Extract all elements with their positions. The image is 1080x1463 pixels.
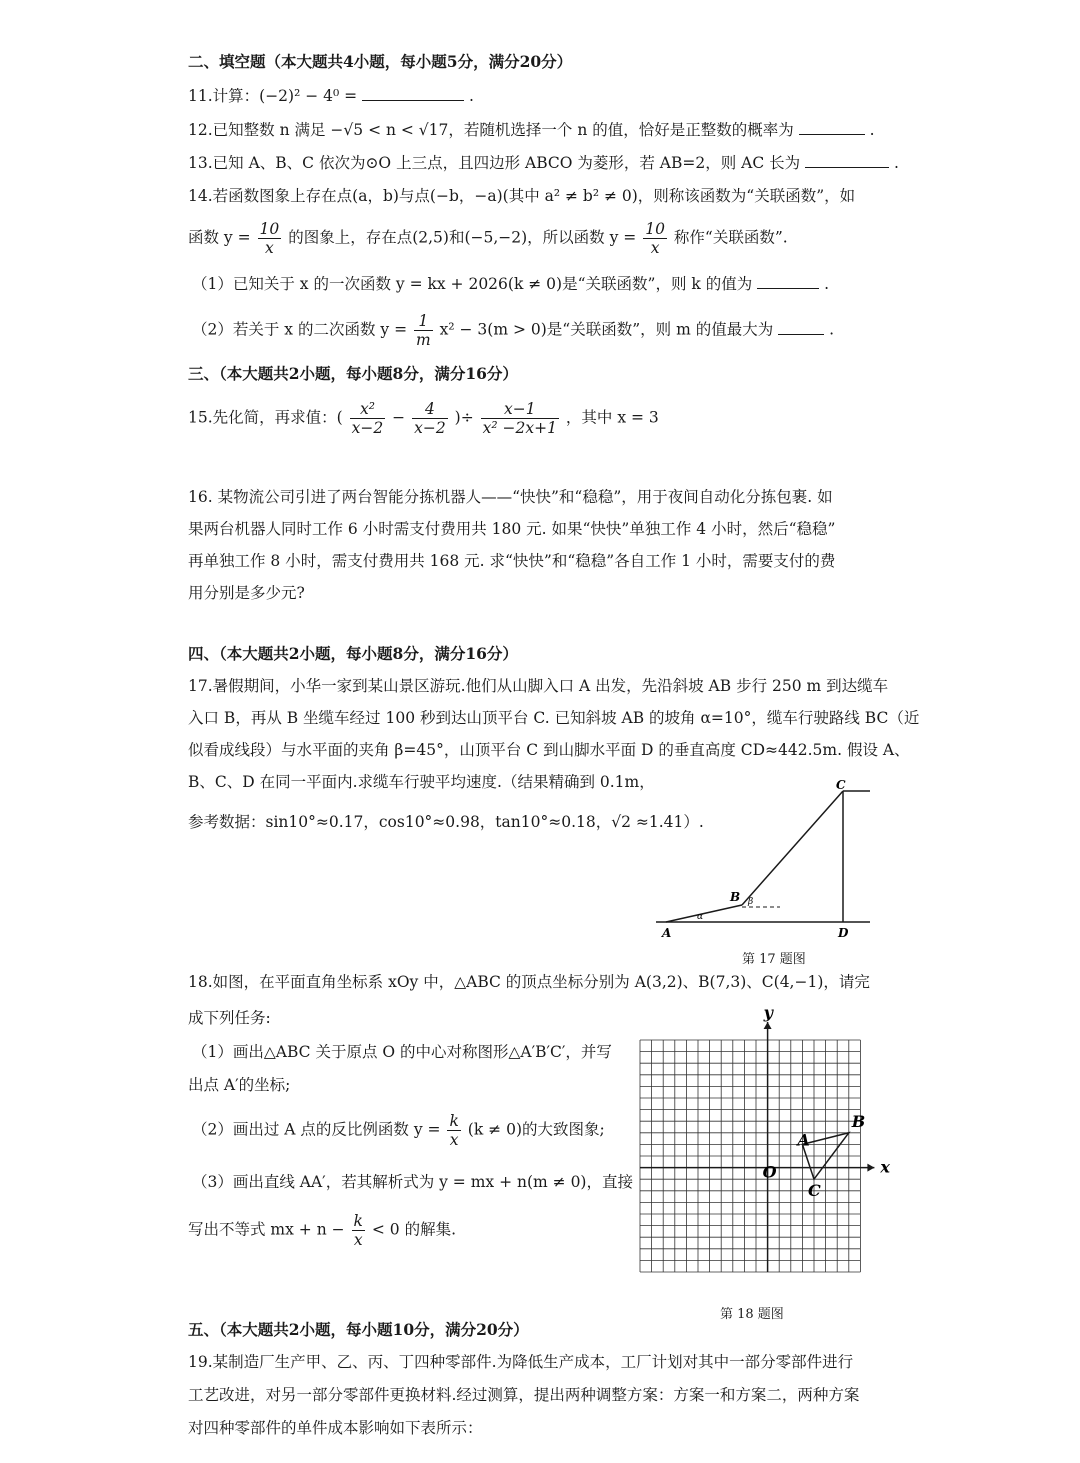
figure-17 <box>650 776 880 944</box>
y-axis-arrow <box>764 1022 772 1029</box>
question-17-line3: 似看成线段）与水平面的夹角 β=45°，山顶平台 C 到山脚水平面 D 的垂直高度 CD≈442.5m. 假设 A、 <box>188 741 910 759</box>
fraction-k-over-x: $\frac{k}{x}$ <box>449 1112 459 1149</box>
question-17-line5: 参考数据：sin10°≈0.17，cos10°≈0.98，tan10°≈0.18，√2 ≈1.41）. <box>188 813 704 831</box>
point-c-label: C <box>808 1181 821 1201</box>
point-a-label: A <box>662 926 672 940</box>
question-18-line2: 成下列任务: <box>188 1009 271 1027</box>
question-11: 11.计算：(−2)² − 4⁰ = . <box>188 87 474 105</box>
section2-heading: 二、填空题（本大题共4小题，每小题5分，满分20分） <box>188 52 573 71</box>
point-c-label: C <box>836 778 846 792</box>
answer-blank-14-2[interactable] <box>778 320 824 335</box>
point-d-label: D <box>838 926 849 940</box>
fraction-1-over-m: $\frac{1}{m}$ <box>416 312 431 349</box>
answer-blank-13[interactable] <box>805 153 889 168</box>
x-axis-arrow <box>867 1164 874 1172</box>
answer-blank-12[interactable] <box>799 120 865 135</box>
question-16-line4: 用分别是多少元? <box>188 584 305 602</box>
slope-ab <box>666 905 742 922</box>
fraction-4-over-xm2: $\frac{4}{x-2}$ <box>414 400 446 437</box>
fraction-xm1-over-quadratic: $\frac{x-1}{\text{x² −2x+1}}$ <box>482 400 557 437</box>
question-18-task2: （2）画出过 A 点的反比例函数 y = $\frac{k}{x}$ (k ≠ 0)的大致图象; <box>192 1112 605 1149</box>
figure-17-caption: 第 17 题图 <box>742 952 806 967</box>
question-14-line1: 14.若函数图象上存在点(a，b)与点(−b，−a)(其中 a² ≠ b² ≠ 0)，则称该函数为“关联函数”，如 <box>188 187 856 205</box>
x-axis-label: x <box>880 1157 890 1177</box>
fraction-10-over-x: $\frac{10}{x}$ <box>259 220 280 257</box>
point-a-label: A <box>797 1130 810 1150</box>
answer-blank-14-1[interactable] <box>757 274 819 289</box>
section5-heading: 五、（本大题共2小题，每小题10分，满分20分） <box>188 1320 529 1339</box>
question-18-task3: （3）画出直线 AA′，若其解析式为 y = mx + n(m ≠ 0)，直接 <box>192 1173 633 1191</box>
cable-bc <box>742 791 843 905</box>
question-14-sub1: （1）已知关于 x 的一次函数 y = kx + 2026(k ≠ 0)是“关联函数”，则 k 的值为 . <box>192 275 830 293</box>
point-b-label: B <box>851 1111 866 1131</box>
answer-blank-11[interactable] <box>362 86 464 101</box>
question-18-task1b: 出点 A′的坐标; <box>188 1076 291 1094</box>
section3-heading: 三、（本大题共2小题，每小题8分，满分16分） <box>188 364 518 383</box>
beta-label: β <box>748 897 754 907</box>
question-17-line2: 入口 B，再从 B 坐缆车经过 100 秒到达山顶平台 C. 已知斜坡 AB 的坡角 α=10°，缆车行驶路线 BC（近 <box>188 709 920 727</box>
question-19-line3: 对四种零部件的单件成本影响如下表所示： <box>188 1419 483 1437</box>
figure-18-caption: 第 18 题图 <box>720 1307 784 1322</box>
fraction-k-over-x-2: $\frac{k}{x}$ <box>353 1212 363 1249</box>
alpha-label: α <box>697 912 704 922</box>
question-14-sub2: （2）若关于 x 的二次函数 y = $\frac{1}{m}$ x² − 3(m > 0)是“关联函数”，则 m 的值最大为 . <box>192 312 835 349</box>
section4-heading: 四、（本大题共2小题，每小题8分，满分16分） <box>188 644 518 663</box>
question-12: 12.已知整数 n 满足 −√5 < n < √17，若随机选择一个 n 的值，恰好是正整数的概率为 . <box>188 121 875 139</box>
question-19-line2: 工艺改进，对另一部分零部件更换材料.经过测算，提出两种调整方案：方案一和方案二，两种方案 <box>188 1386 860 1404</box>
fraction-10-over-x-2: $\frac{10}{x}$ <box>645 220 665 257</box>
question-18-task4: 写出不等式 mx + n − $\frac{k}{x}$ < 0 的解集. <box>188 1212 457 1249</box>
point-b-label: B <box>730 890 741 904</box>
question-15: 15.先化简，再求值：( $\frac{\text{x²}}{x-2}$ − $\frac{4}{x-2}$ )÷ $\frac{x-1}{\text{x² −2x+1}}$ ，其中 x = 3 <box>188 400 659 437</box>
question-13: 13.已知 A、B、C 依次为⊙O 上三点，且四边形 ABCO 为菱形，若 AB=2，则 AC 长为 . <box>188 154 899 172</box>
question-17-line4: B、C、D 在同一平面内.求缆车行驶平均速度.（结果精确到 0.1m， <box>188 773 655 791</box>
question-16-line3: 再单独工作 8 小时，需支付费用共 168 元. 求“快快”和“稳稳”各自工作 1 小时，需要支付的费 <box>188 552 836 570</box>
question-18-task1a: （1）画出△ABC 关于原点 O 的中心对称图形△A′B′C′，并写 <box>192 1043 612 1061</box>
question-18-line1: 18.如图，在平面直角坐标系 xOy 中，△ABC 的顶点坐标分别为 A(3,2)、B(7,3)、C(4,−1)，请完 <box>188 973 870 991</box>
figure-18 <box>630 1005 910 1305</box>
grid-lines <box>640 1040 860 1272</box>
question-16-line2: 果两台机器人同时工作 6 小时需支付费用共 180 元. 如果“快快”单独工作 4 小时，然后“稳稳” <box>188 520 836 538</box>
question-17-line1: 17.暑假期间，小华一家到某山景区游玩.他们从山脚入口 A 出发，先沿斜坡 AB 步行 250 m 到达缆车 <box>188 677 889 695</box>
question-16-line1: 16. 某物流公司引进了两台智能分拣机器人——“快快”和“稳稳”，用于夜间自动化分拣包裹. 如 <box>188 488 833 506</box>
y-axis-label: y <box>763 1005 773 1022</box>
question-19-line1: 19.某制造厂生产甲、乙、丙、丁四种零部件.为降低生产成本，工厂计划对其中一部分零部件进行 <box>188 1353 854 1371</box>
fraction-x2-over-xm2: $\frac{\text{x²}}{x-2}$ <box>351 400 384 437</box>
question-14-line2: 函数 y = $\frac{10}{x}$ 的图象上，存在点(2,5)和(−5,−2)，所以函数 y = $\frac{10}{x}$ 称作“关联函数”. <box>188 220 788 257</box>
origin-label: O <box>762 1162 777 1182</box>
